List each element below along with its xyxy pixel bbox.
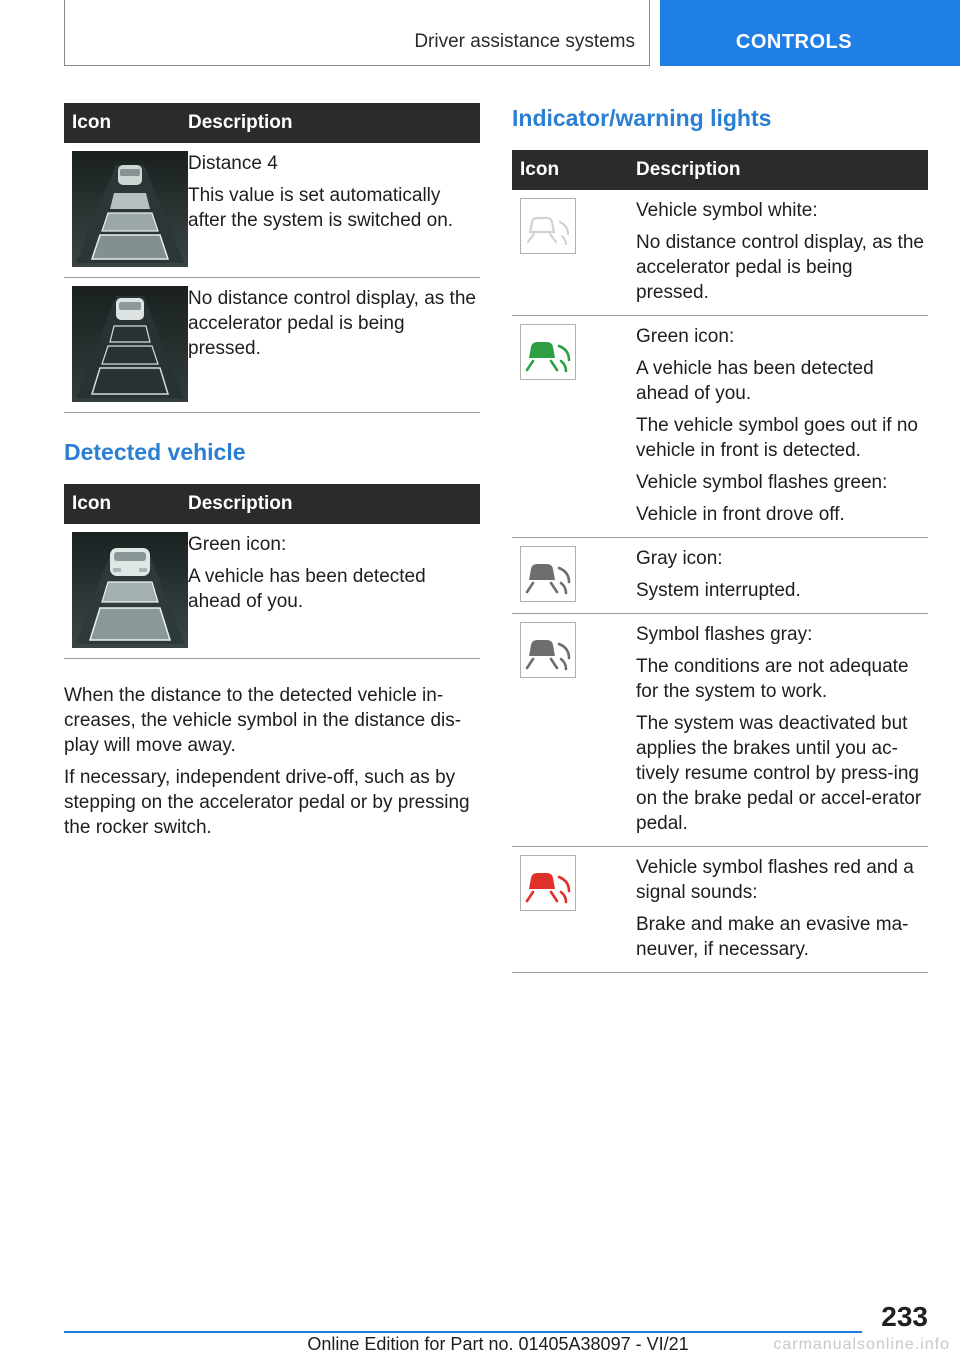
distance-display-no-control-icon bbox=[72, 286, 188, 402]
row-description: Green icon: A vehicle has been detected ahead of you. bbox=[188, 534, 426, 612]
row-description: Vehicle symbol white: No distance control display, as the accelerator pedal is being pressed. bbox=[636, 200, 924, 303]
row-description: Gray icon: System interrupted. bbox=[636, 548, 801, 601]
section-heading-detected-vehicle: Detected vehicle bbox=[64, 439, 246, 465]
vehicle-symbol-green-icon bbox=[520, 324, 576, 380]
column-header-icon: Icon bbox=[72, 493, 112, 514]
vehicle-symbol-gray-icon bbox=[520, 546, 576, 602]
paragraph: When the distance to the detected vehicle in-creases, the vehicle symbol in the distance dis-play will move away. bbox=[64, 685, 462, 756]
column-header-description: Description bbox=[188, 493, 293, 514]
column-header-description: Description bbox=[188, 112, 293, 133]
section-title: Driver assistance systems bbox=[414, 31, 635, 52]
column-header-icon: Icon bbox=[520, 159, 560, 180]
distance-table bbox=[64, 103, 480, 413]
table-header bbox=[512, 150, 928, 190]
table-row bbox=[64, 278, 480, 413]
left-column bbox=[64, 103, 480, 847]
page-header bbox=[0, 0, 960, 66]
distance-display-vehicle-detected-icon bbox=[72, 532, 188, 648]
table-row bbox=[64, 524, 480, 659]
page-number: 233 bbox=[881, 1301, 928, 1332]
row-description: Vehicle symbol flashes red and a signal sounds: Brake and make an evasive ma-neuver, if necessary. bbox=[636, 857, 914, 960]
vehicle-symbol-gray-flashing-icon bbox=[520, 622, 576, 678]
vehicle-symbol-red-icon bbox=[520, 855, 576, 911]
edition-note: Online Edition for Part no. 01405A38097 - VI/21 bbox=[307, 1334, 689, 1354]
table-row bbox=[64, 143, 480, 278]
table-header bbox=[64, 484, 480, 524]
watermark: carmanualsonline.info bbox=[773, 1336, 950, 1353]
table-row bbox=[512, 538, 928, 614]
section-header-box bbox=[64, 0, 650, 66]
table-header bbox=[64, 103, 480, 143]
row-description: Distance 4 This value is set automatically after the system is switched on. bbox=[188, 153, 454, 231]
distance-display-4-icon bbox=[72, 151, 188, 267]
footer-divider bbox=[64, 1331, 862, 1333]
detected-vehicle-text bbox=[64, 683, 480, 840]
table-row bbox=[512, 614, 928, 847]
indicator-lights-table bbox=[512, 150, 928, 973]
detected-vehicle-table bbox=[64, 484, 480, 659]
table-row bbox=[512, 847, 928, 973]
column-header-icon: Icon bbox=[72, 112, 112, 133]
paragraph: If necessary, independent drive-off, such as by stepping on the accelerator pedal or by pressing the rocker switch. bbox=[64, 767, 470, 838]
table-row bbox=[512, 316, 928, 538]
right-column bbox=[512, 103, 928, 973]
table-row bbox=[512, 190, 928, 316]
vehicle-symbol-white-icon bbox=[520, 198, 576, 254]
row-description: Green icon: A vehicle has been detected ahead of you. The vehicle symbol goes out if no vehicle in front is detected. Vehicle symbol flashes green: Vehicle in front drove off. bbox=[636, 326, 918, 525]
chapter-tab bbox=[660, 0, 960, 66]
column-header-description: Description bbox=[636, 159, 741, 180]
row-description: No distance control display, as the accelerator pedal is being pressed. bbox=[188, 288, 476, 359]
chapter-tab-label: CONTROLS bbox=[735, 31, 853, 53]
row-description: Symbol flashes gray: The conditions are not adequate for the system to work. The system was deactivated but applies the brakes until you ac-tively resume control by press-ing on the brake pedal or accel-erator pedal. bbox=[636, 624, 922, 834]
section-heading-indicator-lights: Indicator/warning lights bbox=[512, 105, 772, 131]
